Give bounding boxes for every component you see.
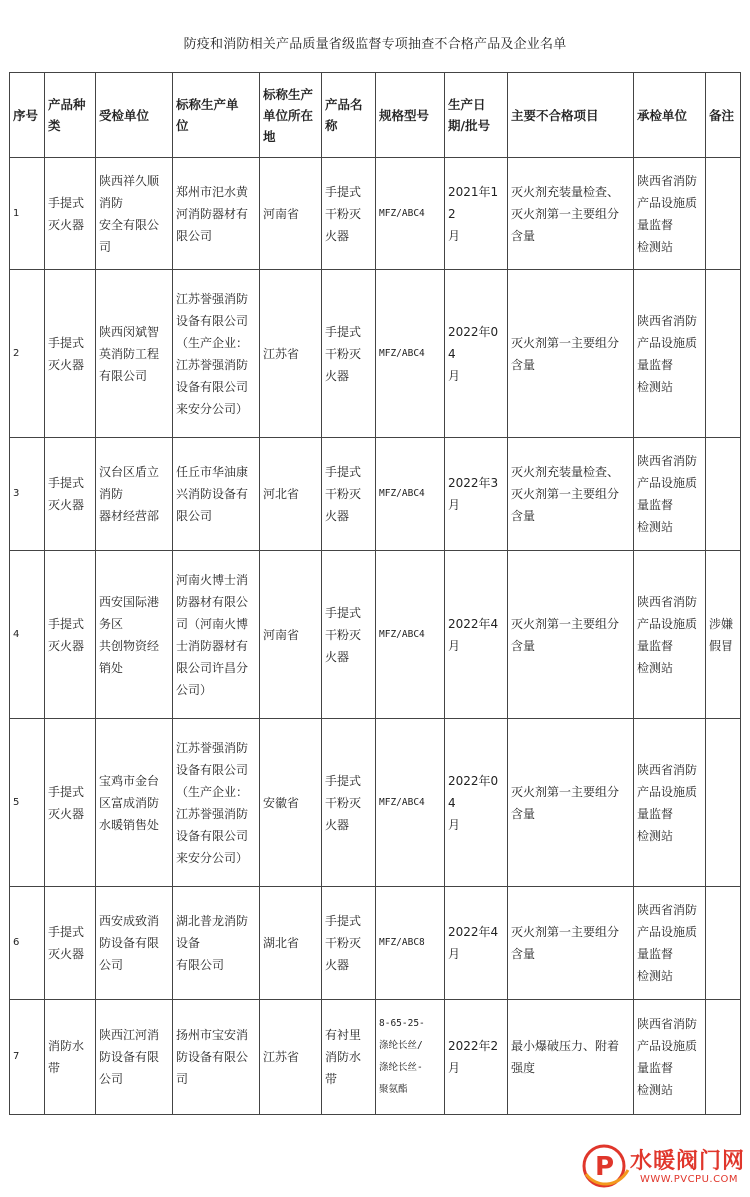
- cell-remark: [706, 1000, 741, 1115]
- cell-seq: 2: [10, 270, 45, 438]
- cell-manufacturer: 江苏誉强消防 设备有限公司 （生产企业： 江苏誉强消防 设备有限公司 来安分公司）: [173, 719, 260, 887]
- cell-seq: 3: [10, 438, 45, 551]
- cell-date: 2022年04 月: [445, 270, 508, 438]
- header-inspector: 承检单位: [634, 73, 706, 158]
- table-header-row: [10, 73, 741, 158]
- cell-inspector: 陕西省消防 产品设施质 量监督 检测站: [634, 1000, 706, 1115]
- header-location: 标称生产 单位所在 地: [260, 73, 322, 158]
- cell-remark: [706, 887, 741, 1000]
- cell-product: 手提式 干粉灭 火器: [322, 551, 376, 719]
- cell-location: 江苏省: [260, 1000, 322, 1115]
- cell-seq: 5: [10, 719, 45, 887]
- cell-items: 灭火剂充装量检查、 灭火剂第一主要组分 含量: [508, 438, 634, 551]
- header-items: 主要不合格项目: [508, 73, 634, 158]
- table-row: [10, 1000, 741, 1115]
- cell-items: 灭火剂第一主要组分 含量: [508, 719, 634, 887]
- cell-model: MFZ/ABC4: [376, 158, 445, 270]
- cell-manufacturer: 湖北普龙消防 设备 有限公司: [173, 887, 260, 1000]
- site-watermark: [578, 1140, 748, 1192]
- header-product: 产品名 称: [322, 73, 376, 158]
- header-date: 生产日 期/批号: [445, 73, 508, 158]
- cell-product: 手提式 干粉灭 火器: [322, 438, 376, 551]
- cell-date: 2022年3 月: [445, 438, 508, 551]
- cell-location: 江苏省: [260, 270, 322, 438]
- header-inspected: 受检单位: [96, 73, 173, 158]
- cell-location: 河南省: [260, 551, 322, 719]
- cell-seq: 4: [10, 551, 45, 719]
- cell-date: 2021年12 月: [445, 158, 508, 270]
- page-title: 防疫和消防相关产品质量省级监督专项抽查不合格产品及企业名单: [183, 37, 567, 52]
- header-remark: 备注: [706, 73, 741, 158]
- cell-model: MFZ/ABC4: [376, 551, 445, 719]
- cell-seq: 1: [10, 158, 45, 270]
- cell-category: 手提式 灭火器: [45, 887, 96, 1000]
- cell-manufacturer: 江苏誉强消防 设备有限公司 （生产企业： 江苏誉强消防 设备有限公司 来安分公司）: [173, 270, 260, 438]
- table-row: [10, 551, 741, 719]
- cell-seq: 7: [10, 1000, 45, 1115]
- cell-items: 灭火剂第一主要组分 含量: [508, 551, 634, 719]
- cell-product: 手提式 干粉灭 火器: [322, 270, 376, 438]
- cell-product: 有衬里 消防水 带: [322, 1000, 376, 1115]
- cell-items: 灭火剂第一主要组分 含量: [508, 887, 634, 1000]
- cell-inspected: 宝鸡市金台 区富成消防 水暖销售处: [96, 719, 173, 887]
- table-row: [10, 887, 741, 1000]
- cell-location: 湖北省: [260, 887, 322, 1000]
- table-row: [10, 719, 741, 887]
- cell-manufacturer: 河南火博士消 防器材有限公 司（河南火博 士消防器材有 限公司许昌分 公司）: [173, 551, 260, 719]
- cell-date: 2022年04 月: [445, 719, 508, 887]
- cell-product: 手提式 干粉灭 火器: [322, 887, 376, 1000]
- cell-category: 手提式 灭火器: [45, 719, 96, 887]
- table-row: [10, 438, 741, 551]
- cell-inspector: 陕西省消防 产品设施质 量监督 检测站: [634, 551, 706, 719]
- cell-category: 手提式 灭火器: [45, 158, 96, 270]
- cell-date: 2022年4 月: [445, 887, 508, 1000]
- cell-category: 手提式 灭火器: [45, 551, 96, 719]
- cell-manufacturer: 扬州市宝安消 防设备有限公 司: [173, 1000, 260, 1115]
- cell-remark: 涉嫌 假冒: [706, 551, 741, 719]
- cell-product: 手提式 干粉灭 火器: [322, 158, 376, 270]
- table-row: [10, 270, 741, 438]
- cell-inspected: 西安成致消 防设备有限 公司: [96, 887, 173, 1000]
- cell-inspector: 陕西省消防 产品设施质 量监督 检测站: [634, 270, 706, 438]
- cell-date: 2022年2 月: [445, 1000, 508, 1115]
- cell-items: 最小爆破压力、附着 强度: [508, 1000, 634, 1115]
- cell-inspected: 西安国际港 务区 共创物资经 销处: [96, 551, 173, 719]
- cell-items: 灭火剂第一主要组分 含量: [508, 270, 634, 438]
- cell-inspected: 陕西江河消 防设备有限 公司: [96, 1000, 173, 1115]
- logo-letter: P: [595, 1152, 615, 1182]
- cell-manufacturer: 任丘市华油康 兴消防设备有 限公司: [173, 438, 260, 551]
- cell-inspector: 陕西省消防 产品设施质 量监督 检测站: [634, 719, 706, 887]
- cell-seq: 6: [10, 887, 45, 1000]
- cell-remark: [706, 270, 741, 438]
- cell-remark: [706, 438, 741, 551]
- cell-category: 消防水 带: [45, 1000, 96, 1115]
- cell-manufacturer: 郑州市汜水黄 河消防器材有 限公司: [173, 158, 260, 270]
- site-logo-icon: [578, 1140, 634, 1192]
- cell-inspector: 陕西省消防 产品设施质 量监督 检测站: [634, 158, 706, 270]
- cell-items: 灭火剂充装量检查、 灭火剂第一主要组分 含量: [508, 158, 634, 270]
- cell-location: 河南省: [260, 158, 322, 270]
- cell-location: 安徽省: [260, 719, 322, 887]
- cell-inspector: 陕西省消防 产品设施质 量监督 检测站: [634, 887, 706, 1000]
- cell-model: MFZ/ABC4: [376, 270, 445, 438]
- header-category: 产品种 类: [45, 73, 96, 158]
- cell-date: 2022年4 月: [445, 551, 508, 719]
- cell-model: MFZ/ABC4: [376, 438, 445, 551]
- cell-location: 河北省: [260, 438, 322, 551]
- header-model: 规格型号: [376, 73, 445, 158]
- header-seq: 序号: [10, 73, 45, 158]
- cell-remark: [706, 719, 741, 887]
- cell-inspected: 汉台区盾立 消防 器材经营部: [96, 438, 173, 551]
- watermark-text: 水暖阀门网: [630, 1149, 746, 1174]
- cell-model: MFZ/ABC4: [376, 719, 445, 887]
- watermark-url: WWW.PVCPU.COM: [640, 1174, 739, 1185]
- nonconforming-products-table: [9, 72, 741, 1115]
- header-manufacturer: 标称生产单 位: [173, 73, 260, 158]
- cell-category: 手提式 灭火器: [45, 438, 96, 551]
- cell-model: 8-65-25- 涤纶长丝/ 涤纶长丝- 聚氨酯: [376, 1000, 445, 1115]
- cell-inspected: 陕西闵斌智 英消防工程 有限公司: [96, 270, 173, 438]
- cell-inspected: 陕西祥久顺 消防 安全有限公 司: [96, 158, 173, 270]
- cell-model: MFZ/ABC8: [376, 887, 445, 1000]
- table-row: [10, 158, 741, 270]
- cell-inspector: 陕西省消防 产品设施质 量监督 检测站: [634, 438, 706, 551]
- cell-remark: [706, 158, 741, 270]
- cell-product: 手提式 干粉灭 火器: [322, 719, 376, 887]
- cell-category: 手提式 灭火器: [45, 270, 96, 438]
